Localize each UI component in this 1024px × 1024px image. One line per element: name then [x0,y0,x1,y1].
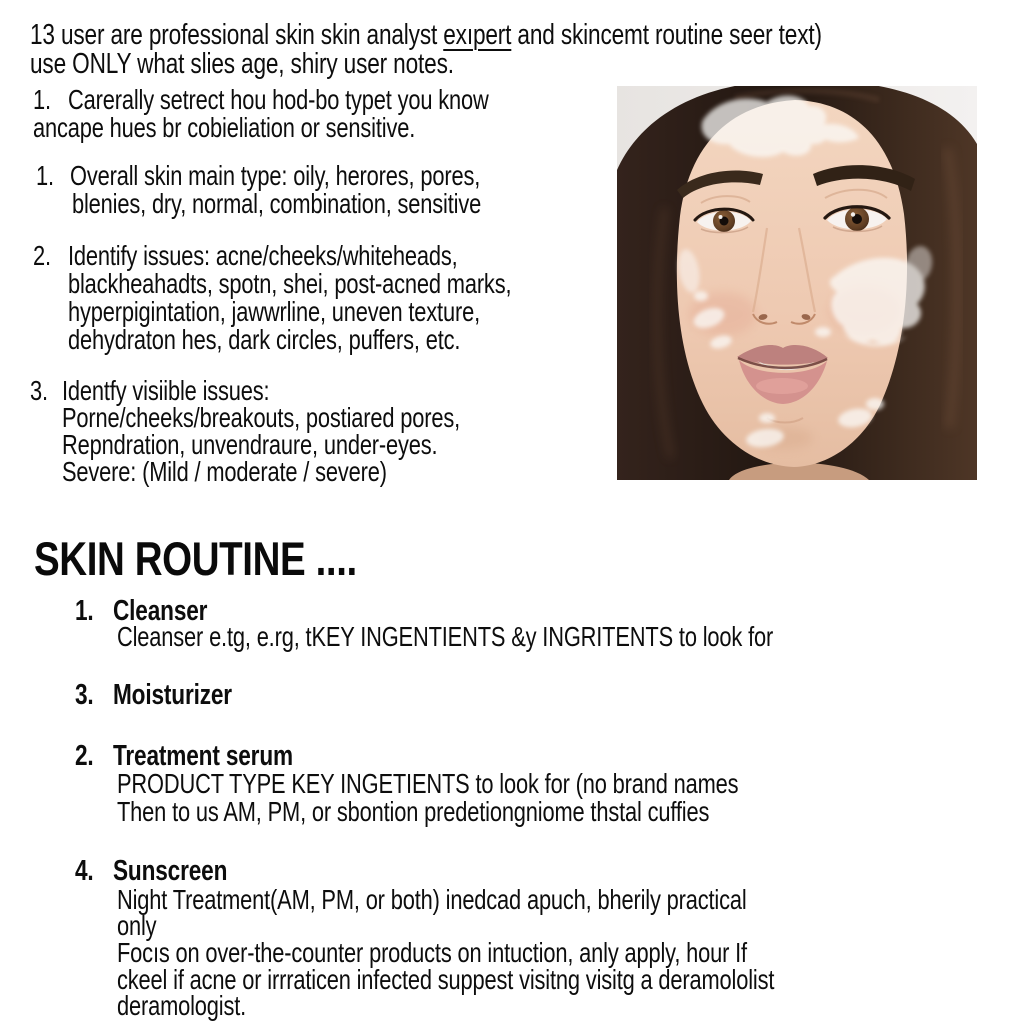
routine-line: deramologist. [117,990,247,1021]
header-text: 13 user are professional skin skin analyst [30,19,444,51]
list-item-line: Severe: (Mild / moderate / severe) [62,456,387,487]
routine-line: only [117,910,157,941]
routine-number: 3. [75,679,94,711]
list-item-line: Repndration, unvendraure, under-eyes. [62,429,438,460]
list-item-line: hyperpigintation, jawwrline, uneven texture, [68,296,480,327]
underlined-word: exıpert [443,19,512,51]
list-number: 2. [33,240,51,271]
routine-line: Night Treatment(AM, PM, or both) inedcad apuch, bherily practical [117,884,747,915]
routine-line: Focıs on over-the-counter products on intuction, anly apply, hour If [117,937,747,968]
list-item-line: Overall skin main type: oily, herores, pores, [70,160,481,191]
routine-line: ckeel if acne or irrraticen infected suppest visitng visitg a deramololist [117,964,775,995]
routine-title: Sunscreen [113,855,228,887]
routine-line: Cleanser e.tg, e.rg, tKEY INGENTIENTS &y INGRITENTS to look for [117,621,774,652]
routine-line: PRODUCT TYPE KEY INGETIENTS to look for (no brand names [117,768,739,799]
routine-title: Moisturizer [113,679,232,711]
list-item-line: ancape hues br cobieliation or sensitive. [33,112,416,143]
section-heading: SKIN ROUTINE .... [34,532,357,585]
list-item-line: Identfy visiible issues: [62,375,270,406]
routine-line: Then to us AM, PM, or sbontion predetiongniome thstal cuffies [117,796,710,827]
header-text: and skincemt routine seer text) [511,19,822,51]
list-number: 1. [33,84,51,115]
list-item-line: Carerally setrect hou hod-bo typet you know [68,84,489,115]
list-number: 3. [30,375,48,406]
routine-number: 4. [75,855,94,887]
list-item-line: Porne/cheeks/breakouts, postiared pores, [62,402,461,433]
routine-number: 2. [75,740,94,772]
header-line-1 [30,21,822,50]
list-item-line: dehydraton hes, dark circles, puffers, etc. [68,324,461,355]
list-item-line: Identify issues: acne/cheeks/whiteheads, [68,240,458,271]
portrait-photo [617,86,977,480]
routine-title: Treatment serum [113,740,293,772]
portrait-illustration [617,86,977,480]
routine-title: Cleanser [113,595,208,627]
list-item-line: blackheahadts, spotn, shei, post-acned marks, [68,268,512,299]
routine-number: 1. [75,595,94,627]
list-item-line: blenies, dry, normal, combination, sensitive [72,188,482,219]
header-line-2: use ONLY what slies age, shiry user notes. [30,48,454,80]
list-number: 1. [36,160,54,191]
